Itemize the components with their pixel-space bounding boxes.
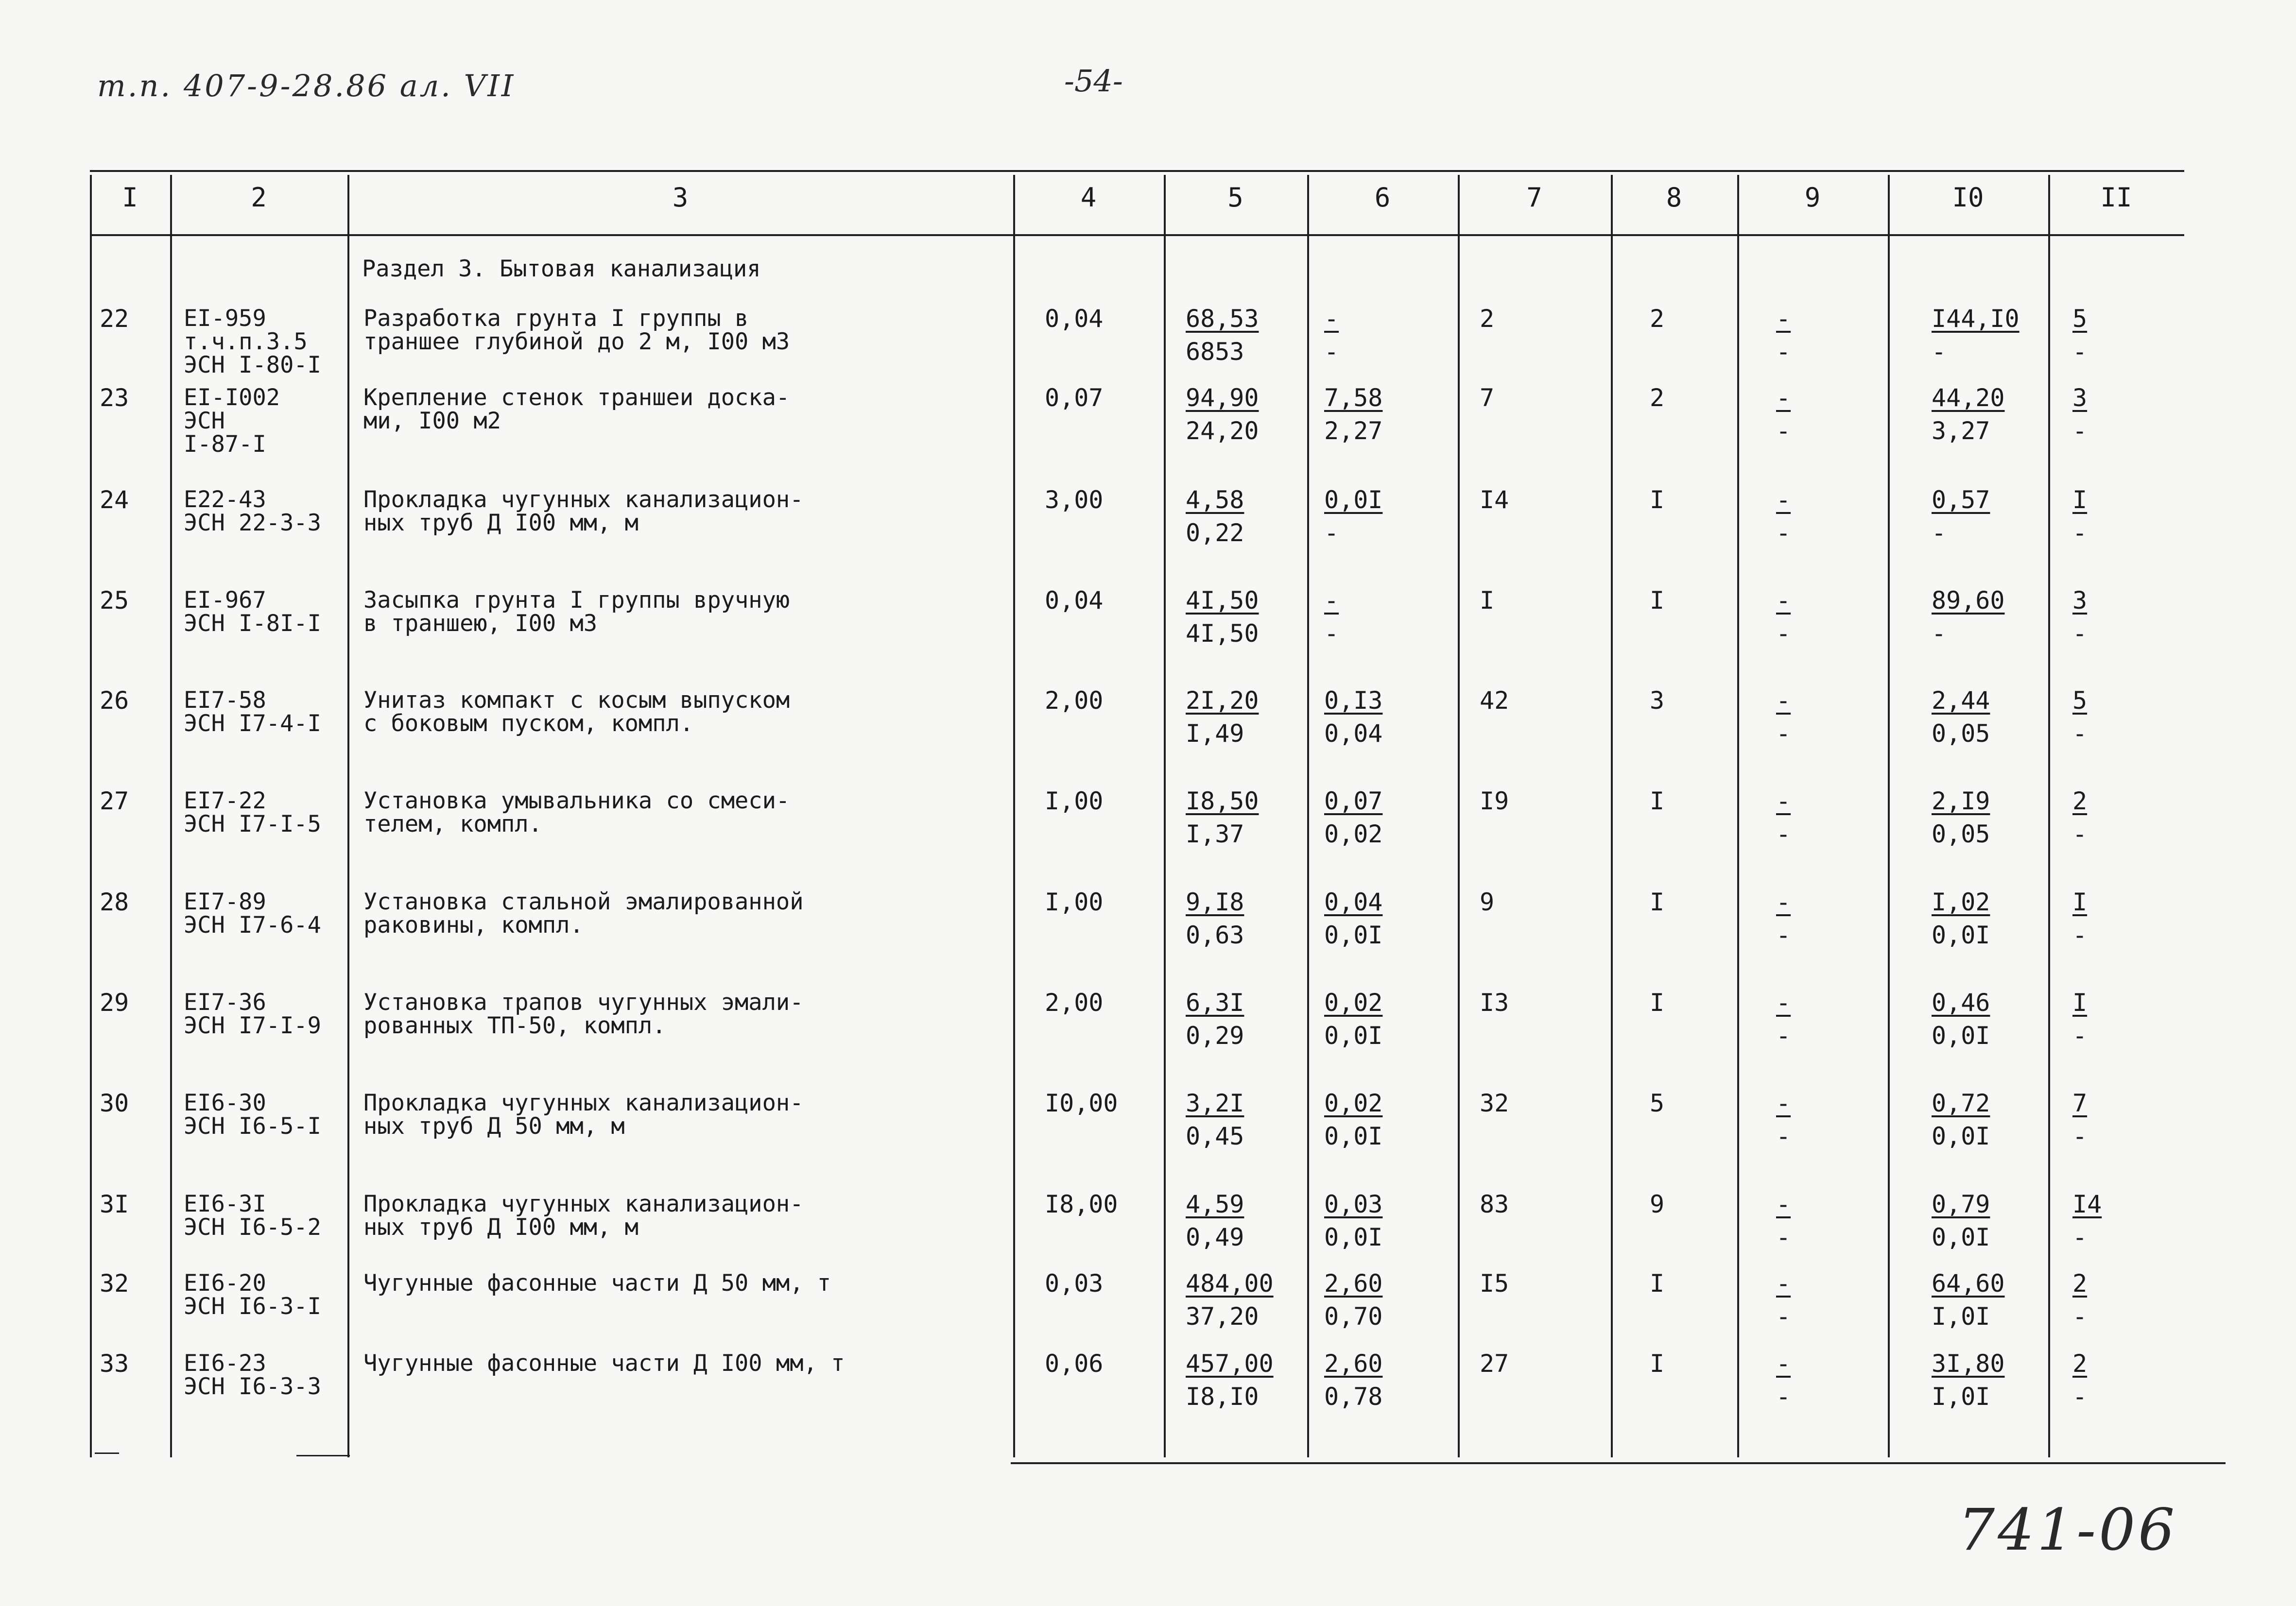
row-col6-top: 0,0I <box>1324 486 1383 514</box>
row-description: телем, компл. <box>363 811 542 837</box>
row-col11-top: 5 <box>2072 305 2088 333</box>
row-col7: 27 <box>1480 1350 1509 1378</box>
row-col6-top: 0,I3 <box>1324 686 1383 715</box>
row-description: ных труб Д 50 мм, м <box>363 1113 625 1140</box>
row-col11-bottom: - <box>2072 820 2088 848</box>
row-code: т.ч.п.3.5 <box>184 328 308 355</box>
row-col11-bottom: - <box>2072 1383 2088 1411</box>
row-col9-bottom: - <box>1776 1302 1791 1331</box>
column-rule-2 <box>347 175 349 1457</box>
row-col9-top: - <box>1776 888 1791 916</box>
row-code: ЭСН I6-3-I <box>184 1293 321 1320</box>
row-unit-cost: 2I,20 <box>1186 686 1259 715</box>
row-quantity: 0,06 <box>1045 1350 1104 1378</box>
row-col6-bottom: 0,78 <box>1324 1383 1383 1411</box>
row-col11-top: 3 <box>2072 586 2088 615</box>
row-col9-bottom: - <box>1776 519 1791 547</box>
row-col9-bottom: - <box>1776 338 1791 366</box>
row-col11-bottom: - <box>2072 338 2088 366</box>
table-bottom-rule <box>1011 1462 2226 1464</box>
row-col6-top: 2,60 <box>1324 1350 1383 1378</box>
row-col10-top: 0,72 <box>1932 1089 1990 1117</box>
row-col8: 2 <box>1650 305 1665 333</box>
row-col8: I <box>1650 586 1665 615</box>
row-unit-cost-sub: 24,20 <box>1186 417 1259 445</box>
row-col10-top: I,02 <box>1932 888 1990 916</box>
row-code: EI6-23 <box>184 1350 266 1377</box>
row-col8: I <box>1650 989 1665 1017</box>
row-col6-top: 7,58 <box>1324 384 1383 412</box>
row-description: Крепление стенок траншеи доска- <box>363 384 790 411</box>
row-code: ЭСН I6-5-2 <box>184 1214 321 1241</box>
row-col6-top: 0,04 <box>1324 888 1383 916</box>
row-unit-cost-sub: 6853 <box>1186 338 1244 366</box>
row-code: EI-959 <box>184 305 266 332</box>
row-col9-top: - <box>1776 305 1791 333</box>
row-unit-cost-sub: 4I,50 <box>1186 619 1259 648</box>
row-col10-top: 2,I9 <box>1932 787 1990 815</box>
column-header-5: 5 <box>1227 182 1243 213</box>
row-col7: 32 <box>1480 1089 1509 1117</box>
row-col11-bottom: - <box>2072 1022 2088 1050</box>
row-description: траншее глубиной до 2 м, I00 м3 <box>363 328 790 355</box>
row-unit-cost: 94,90 <box>1186 384 1259 412</box>
row-col7: 7 <box>1480 384 1495 412</box>
row-code: E22-43 <box>184 486 266 513</box>
row-col8: I <box>1650 888 1665 916</box>
row-col9-bottom: - <box>1776 820 1791 848</box>
row-col11-bottom: - <box>2072 1122 2088 1150</box>
row-description: Установка трапов чугунных эмали- <box>363 989 804 1016</box>
row-quantity: I,00 <box>1045 787 1104 815</box>
row-col9-bottom: - <box>1776 1122 1791 1150</box>
row-code: EI7-22 <box>184 787 266 814</box>
row-code: ЭСН I-80-I <box>184 352 321 378</box>
row-unit-cost: I8,50 <box>1186 787 1259 815</box>
row-col11-top: I <box>2072 989 2088 1017</box>
row-col11-bottom: - <box>2072 619 2088 648</box>
row-unit-cost-sub: I,49 <box>1186 719 1244 748</box>
row-col9-top: - <box>1776 1190 1791 1218</box>
row-code: EI6-20 <box>184 1270 266 1297</box>
column-header-8: 8 <box>1666 182 1682 213</box>
table-bottom-rule-stub <box>95 1452 119 1454</box>
row-col10-bottom: 0,0I <box>1932 1122 1990 1150</box>
row-col8: I <box>1650 486 1665 514</box>
row-col10-bottom: I,0I <box>1932 1302 1990 1331</box>
row-col8: 3 <box>1650 686 1665 715</box>
row-code: I-87-I <box>184 431 266 458</box>
row-col11-top: 5 <box>2072 686 2088 715</box>
row-col6-top: 0,02 <box>1324 1089 1383 1117</box>
row-col10-bottom: 0,0I <box>1932 1223 1990 1251</box>
row-code: ЭСН I7-4-I <box>184 710 321 737</box>
row-col6-bottom: - <box>1324 519 1339 547</box>
row-unit-cost: 4,58 <box>1186 486 1244 514</box>
row-description: Чугунные фасонные части Д I00 мм, т <box>363 1350 845 1377</box>
row-quantity: 2,00 <box>1045 989 1104 1017</box>
row-unit-cost: 457,00 <box>1186 1350 1274 1378</box>
row-col7: I4 <box>1480 486 1509 514</box>
row-col8: 2 <box>1650 384 1665 412</box>
column-header-10: I0 <box>1952 182 1984 213</box>
row-col11-top: I <box>2072 486 2088 514</box>
row-col6-top: 0,07 <box>1324 787 1383 815</box>
row-col9-bottom: - <box>1776 1383 1791 1411</box>
column-rule-10 <box>2048 175 2050 1457</box>
row-col6-bottom: 0,0I <box>1324 921 1383 949</box>
column-header-9: 9 <box>1804 182 1821 213</box>
column-header-6: 6 <box>1374 182 1391 213</box>
column-header-7: 7 <box>1526 182 1542 213</box>
row-description: Прокладка чугунных канализацион- <box>363 1191 804 1217</box>
column-header-2: 2 <box>251 182 267 213</box>
row-col6-bottom: 0,70 <box>1324 1302 1383 1331</box>
row-number: 26 <box>100 686 129 715</box>
row-col6-top: - <box>1324 305 1339 333</box>
row-col9-top: - <box>1776 486 1791 514</box>
row-code: EI-I002 <box>184 384 280 411</box>
table-bottom-rule-left <box>296 1455 350 1456</box>
row-col11-bottom: - <box>2072 1302 2088 1331</box>
row-col7: I5 <box>1480 1269 1509 1298</box>
column-rule-8 <box>1737 175 1739 1457</box>
row-description: раковины, компл. <box>363 912 584 939</box>
column-rule-6 <box>1458 175 1460 1457</box>
table-top-rule <box>90 170 2184 172</box>
row-col6-bottom: 0,04 <box>1324 719 1383 748</box>
row-number: 29 <box>100 989 129 1017</box>
row-code: EI-967 <box>184 587 266 614</box>
column-header-1: I <box>122 182 138 213</box>
row-col7: 42 <box>1480 686 1509 715</box>
row-description: с боковым пуском, компл. <box>363 710 694 737</box>
row-unit-cost-sub: 37,20 <box>1186 1302 1259 1331</box>
row-col6-bottom: - <box>1324 619 1339 648</box>
row-col10-bottom: - <box>1932 619 1947 648</box>
row-quantity: 0,04 <box>1045 586 1104 615</box>
row-description: Прокладка чугунных канализацион- <box>363 1090 804 1116</box>
row-description: Прокладка чугунных канализацион- <box>363 486 804 513</box>
document-reference: т.п. 407-9-28.86 ал. VII <box>97 68 516 103</box>
column-rule-5 <box>1307 175 1309 1457</box>
row-description: Чугунные фасонные части Д 50 мм, т <box>363 1270 831 1297</box>
row-code: EI7-58 <box>184 687 266 714</box>
row-col7: I9 <box>1480 787 1509 815</box>
row-unit-cost-sub: I8,I0 <box>1186 1383 1259 1411</box>
row-col9-top: - <box>1776 989 1791 1017</box>
row-col7: I3 <box>1480 989 1509 1017</box>
row-unit-cost: 484,00 <box>1186 1269 1274 1298</box>
row-col9-bottom: - <box>1776 417 1791 445</box>
header-bottom-rule <box>90 234 2184 236</box>
row-number: 23 <box>100 384 129 412</box>
row-col11-top: 7 <box>2072 1089 2088 1117</box>
row-col10-bottom: I,0I <box>1932 1383 1990 1411</box>
row-quantity: 3,00 <box>1045 486 1104 514</box>
row-unit-cost-sub: 0,29 <box>1186 1022 1244 1050</box>
row-quantity: 2,00 <box>1045 686 1104 715</box>
row-code: ЭСН I7-I-9 <box>184 1012 321 1039</box>
row-col10-top: 44,20 <box>1932 384 2005 412</box>
row-col9-bottom: - <box>1776 619 1791 648</box>
row-col9-bottom: - <box>1776 1022 1791 1050</box>
row-col6-bottom: 0,02 <box>1324 820 1383 848</box>
row-code: ЭСН 22-3-3 <box>184 510 321 536</box>
row-col10-top: 2,44 <box>1932 686 1990 715</box>
row-col11-top: 2 <box>2072 1269 2088 1298</box>
column-rule-7 <box>1611 175 1613 1457</box>
row-code: ЭСН <box>184 408 225 434</box>
row-col9-bottom: - <box>1776 1223 1791 1251</box>
row-quantity: I,00 <box>1045 888 1104 916</box>
row-description: в траншею, I00 м3 <box>363 610 598 637</box>
row-col10-top: 0,79 <box>1932 1190 1990 1218</box>
row-col11-top: I4 <box>2072 1190 2102 1218</box>
row-quantity: I8,00 <box>1045 1190 1118 1218</box>
row-unit-cost: 4,59 <box>1186 1190 1244 1218</box>
row-col11-top: 2 <box>2072 787 2088 815</box>
row-quantity: 0,04 <box>1045 305 1104 333</box>
row-quantity: I0,00 <box>1045 1089 1118 1117</box>
row-number: 27 <box>100 787 129 815</box>
row-col8: 9 <box>1650 1190 1665 1218</box>
row-col6-bottom: 2,27 <box>1324 417 1383 445</box>
row-col10-bottom: 0,0I <box>1932 1022 1990 1050</box>
row-description: рованных ТП-50, компл. <box>363 1012 666 1039</box>
row-code: EI7-36 <box>184 989 266 1016</box>
row-col9-top: - <box>1776 787 1791 815</box>
row-col6-top: 0,03 <box>1324 1190 1383 1218</box>
row-description: Установка умывальника со смеси- <box>363 787 790 814</box>
row-col10-top: 89,60 <box>1932 586 2005 615</box>
row-col11-top: 2 <box>2072 1350 2088 1378</box>
column-header-11: II <box>2100 182 2132 213</box>
row-col9-top: - <box>1776 686 1791 715</box>
row-col11-bottom: - <box>2072 417 2088 445</box>
row-col7: 9 <box>1480 888 1495 916</box>
row-col8: I <box>1650 1269 1665 1298</box>
row-col6-top: - <box>1324 586 1339 615</box>
row-col11-bottom: - <box>2072 719 2088 748</box>
row-unit-cost-sub: 0,45 <box>1186 1122 1244 1150</box>
row-col9-top: - <box>1776 1269 1791 1298</box>
row-code: EI6-30 <box>184 1090 266 1116</box>
column-header-4: 4 <box>1080 182 1097 213</box>
row-unit-cost-sub: I,37 <box>1186 820 1244 848</box>
row-number: 3I <box>100 1190 129 1218</box>
row-description: ных труб Д I00 мм, м <box>363 510 639 536</box>
row-code: ЭСН I7-6-4 <box>184 912 321 939</box>
row-number: 25 <box>100 586 129 615</box>
row-col6-top: 0,02 <box>1324 989 1383 1017</box>
row-number: 28 <box>100 888 129 916</box>
column-rule-4 <box>1164 175 1166 1457</box>
row-col11-top: 3 <box>2072 384 2088 412</box>
row-description: Установка стальной эмалированной <box>363 888 804 915</box>
row-unit-cost: 68,53 <box>1186 305 1259 333</box>
row-code: EI7-89 <box>184 888 266 915</box>
row-code: ЭСН I-8I-I <box>184 610 321 637</box>
row-col9-bottom: - <box>1776 921 1791 949</box>
row-col10-bottom: 0,0I <box>1932 921 1990 949</box>
row-col9-top: - <box>1776 586 1791 615</box>
row-col9-bottom: - <box>1776 719 1791 748</box>
row-number: 22 <box>100 305 129 333</box>
row-code: ЭСН I6-3-3 <box>184 1373 321 1400</box>
row-unit-cost: 6,3I <box>1186 989 1244 1017</box>
row-col6-bottom: 0,0I <box>1324 1022 1383 1050</box>
row-unit-cost-sub: 0,49 <box>1186 1223 1244 1251</box>
row-col10-top: 64,60 <box>1932 1269 2005 1298</box>
row-description: ных труб Д I00 мм, м <box>363 1214 639 1241</box>
row-col8: I <box>1650 1350 1665 1378</box>
column-rule-1 <box>170 175 172 1457</box>
row-description: ми, I00 м2 <box>363 408 501 434</box>
row-code: ЭСН I7-I-5 <box>184 811 321 837</box>
row-col11-bottom: - <box>2072 921 2088 949</box>
row-col7: 83 <box>1480 1190 1509 1218</box>
row-col11-bottom: - <box>2072 1223 2088 1251</box>
row-description: Разработка грунта I группы в <box>363 305 749 332</box>
column-rule-3 <box>1013 175 1015 1457</box>
column-rule-0 <box>90 175 92 1457</box>
row-col7: 2 <box>1480 305 1495 333</box>
row-unit-cost: 3,2I <box>1186 1089 1244 1117</box>
row-number: 32 <box>100 1269 129 1298</box>
row-col6-bottom: - <box>1324 338 1339 366</box>
column-rule-9 <box>1888 175 1890 1457</box>
section-title: Раздел 3. Бытовая канализация <box>362 256 761 282</box>
row-col10-top: 0,57 <box>1932 486 1990 514</box>
row-number: 30 <box>100 1089 129 1117</box>
row-code: ЭСН I6-5-I <box>184 1113 321 1140</box>
row-description: Унитаз компакт с косым выпуском <box>363 687 790 714</box>
row-col10-bottom: - <box>1932 338 1947 366</box>
row-col8: I <box>1650 787 1665 815</box>
row-description: Засыпка грунта I группы вручную <box>363 587 790 614</box>
row-quantity: 0,03 <box>1045 1269 1104 1298</box>
row-unit-cost-sub: 0,22 <box>1186 519 1244 547</box>
row-col11-bottom: - <box>2072 519 2088 547</box>
footer-code: 741-06 <box>1958 1496 2178 1563</box>
row-col10-bottom: 0,05 <box>1932 820 1990 848</box>
row-col9-top: - <box>1776 1350 1791 1378</box>
row-col10-bottom: - <box>1932 519 1947 547</box>
row-col7: I <box>1480 586 1495 615</box>
row-col6-top: 2,60 <box>1324 1269 1383 1298</box>
row-col10-bottom: 0,05 <box>1932 719 1990 748</box>
page-number: -54- <box>1064 63 1123 99</box>
row-col6-bottom: 0,0I <box>1324 1223 1383 1251</box>
row-col10-top: 3I,80 <box>1932 1350 2005 1378</box>
row-col8: 5 <box>1650 1089 1665 1117</box>
row-unit-cost-sub: 0,63 <box>1186 921 1244 949</box>
row-unit-cost: 9,I8 <box>1186 888 1244 916</box>
row-number: 33 <box>100 1350 129 1378</box>
row-col9-top: - <box>1776 384 1791 412</box>
row-col6-bottom: 0,0I <box>1324 1122 1383 1150</box>
row-quantity: 0,07 <box>1045 384 1104 412</box>
row-code: EI6-3I <box>184 1191 266 1217</box>
column-header-3: 3 <box>672 182 689 213</box>
row-col10-top: I44,I0 <box>1932 305 2020 333</box>
row-col9-top: - <box>1776 1089 1791 1117</box>
row-col11-top: I <box>2072 888 2088 916</box>
row-unit-cost: 4I,50 <box>1186 586 1259 615</box>
row-col10-bottom: 3,27 <box>1932 417 1990 445</box>
row-number: 24 <box>100 486 129 514</box>
row-col10-top: 0,46 <box>1932 989 1990 1017</box>
